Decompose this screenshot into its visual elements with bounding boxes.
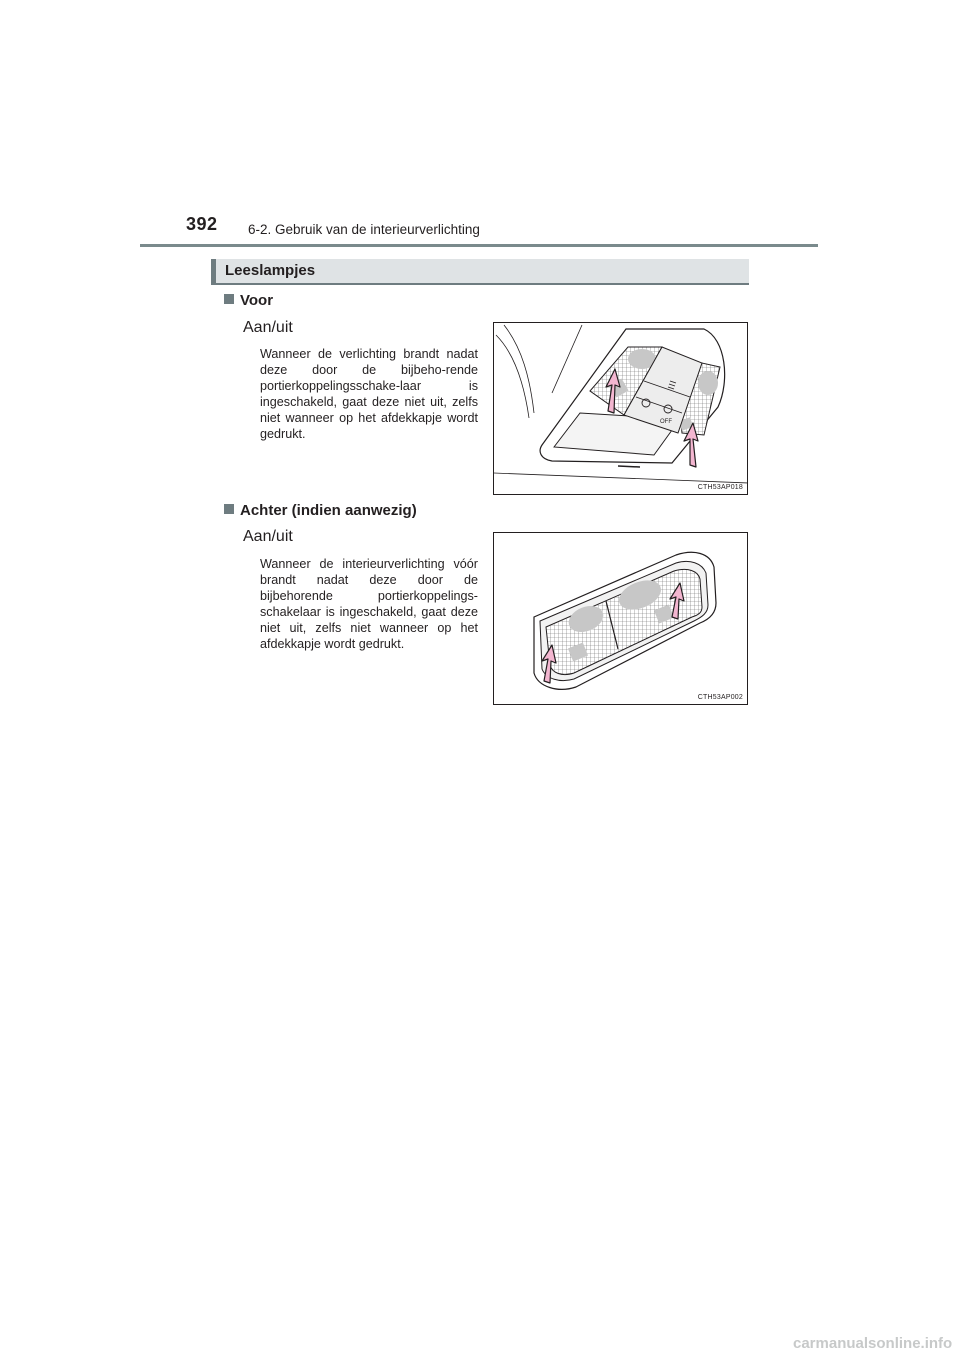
- bullet-square-icon: [224, 504, 234, 514]
- section-bar-accent: [211, 259, 216, 283]
- rear-label: Aan/uit: [243, 528, 293, 545]
- rear-figure: [493, 532, 748, 705]
- front-heading: [224, 292, 273, 309]
- front-figure: [493, 322, 748, 495]
- rear-description: Wanneer de interieurverlichting vóór brandt nadat deze door de bijbehorende portierkoppelings-schakelaar is ingeschakeld, gaat deze niet uit, zelfs niet wanneer op het afdekkapje wordt gedrukt.: [260, 557, 478, 651]
- running-header: 6-2. Gebruik van de interieurverlichting: [248, 222, 480, 237]
- front-label: Aan/uit: [243, 319, 293, 336]
- header-rule: [140, 244, 818, 247]
- watermark: carmanualsonline.info: [793, 1335, 953, 1352]
- rear-heading-text: Achter (indien aanwezig): [240, 502, 417, 519]
- front-reading-lamp-illustration: [494, 323, 748, 495]
- page-number: 392: [186, 214, 218, 234]
- section-title: Leeslampjes: [225, 262, 316, 279]
- section-bar-underline: [211, 283, 749, 285]
- rear-figure-code: CTH53AP002: [697, 694, 743, 701]
- front-heading-text: Voor: [240, 292, 274, 309]
- rear-reading-lamp-illustration: [494, 533, 748, 705]
- front-description: Wanneer de verlichting brandt nadat deze door de bijbeho-rende portierkoppelingsschake-laar is ingeschakeld, gaat deze niet uit, zelfs niet wanneer op het afdekkapje wordt gedrukt.: [260, 347, 478, 441]
- switch-off-label: OFF: [660, 419, 672, 425]
- rear-heading: [224, 502, 417, 519]
- front-figure-code: CTH53AP018: [697, 484, 743, 491]
- bullet-square-icon: [224, 294, 234, 304]
- section-bar: [211, 259, 749, 283]
